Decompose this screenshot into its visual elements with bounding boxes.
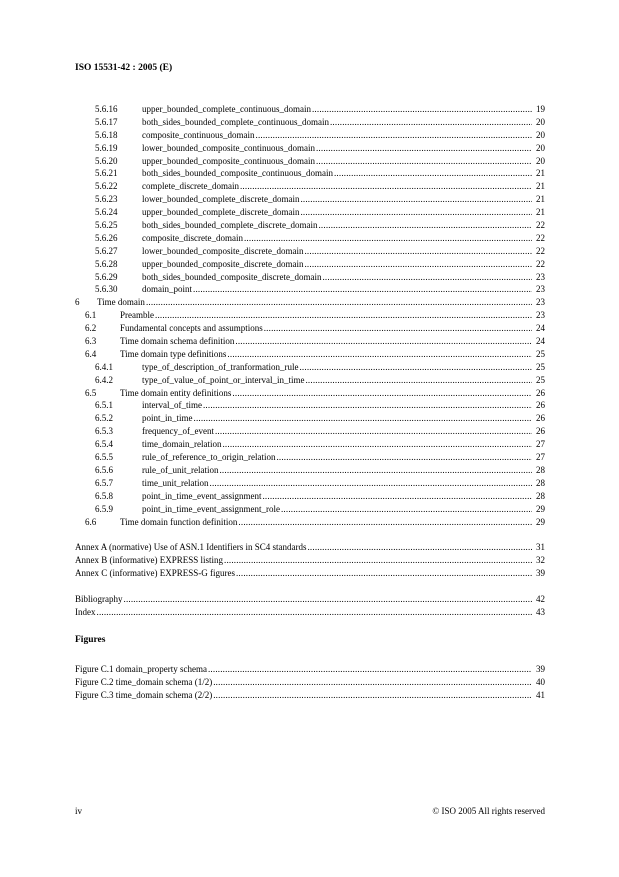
- toc-entry-number: 6.4.2: [95, 374, 113, 385]
- toc-entry-number: 5.6.26: [95, 232, 118, 243]
- dot-leader: [316, 155, 532, 168]
- dot-leader: [203, 399, 532, 412]
- toc-entry-title: Bibliography: [75, 594, 123, 605]
- toc-entry-title: upper_bounded_composite_continuous_domain: [142, 155, 315, 166]
- toc-entry-page: 32: [536, 555, 545, 566]
- toc-entry-number: 5.6.21: [95, 168, 118, 179]
- dot-leader: [213, 689, 532, 702]
- toc-entry[interactable]: [75, 503, 545, 516]
- toc-entry-number: 5.6.23: [95, 194, 118, 205]
- footer-page-number: iv: [75, 806, 83, 816]
- toc-entry[interactable]: [75, 103, 545, 116]
- toc-entry[interactable]: [75, 245, 545, 258]
- dot-leader: [219, 464, 532, 477]
- dot-leader: [193, 283, 532, 296]
- toc-entry-number: 6.4.1: [95, 361, 113, 372]
- toc-entry-page: 43: [536, 606, 545, 617]
- toc-entry-title: point_in_time: [142, 413, 193, 424]
- toc-entry[interactable]: [75, 271, 545, 284]
- toc-entry-number: 5.6.28: [95, 258, 118, 269]
- toc-entry[interactable]: [75, 425, 545, 438]
- toc-entry-page: 23: [536, 271, 545, 282]
- dot-leader: [224, 554, 532, 567]
- toc-entry-page: 20: [536, 129, 545, 140]
- toc-entry-title: frequency_of_event: [142, 426, 214, 437]
- toc-entry-number: 6.5.9: [95, 503, 113, 514]
- toc-entry-title: Time domain type definitions: [120, 348, 227, 359]
- table-of-contents: [75, 103, 545, 702]
- toc-entry-page: 26: [536, 426, 545, 437]
- toc-entry-title: rule_of_reference_to_origin_relation: [142, 452, 276, 463]
- toc-entry[interactable]: [75, 142, 545, 155]
- dot-leader: [256, 129, 533, 142]
- toc-entry-page: 22: [536, 245, 545, 256]
- toc-entry-number: 6.5.3: [95, 426, 113, 437]
- toc-entry-number: 6.5.8: [95, 490, 113, 501]
- figures-heading: Figures: [75, 634, 106, 645]
- toc-entry-page: 21: [536, 168, 545, 179]
- toc-entry-title: Preamble: [120, 310, 154, 321]
- toc-entry-number: 6.5.2: [95, 413, 113, 424]
- toc-entry-number: 5.6.20: [95, 155, 118, 166]
- toc-entry-number: 6: [75, 297, 80, 308]
- dot-leader: [227, 348, 532, 361]
- toc-entry-number: 6.2: [85, 323, 97, 334]
- toc-entry-number: 5.6.18: [95, 129, 118, 140]
- dot-leader: [299, 361, 532, 374]
- backmatter-entry[interactable]: [75, 593, 545, 606]
- dot-leader: [146, 296, 532, 309]
- toc-entry-title: Annex A (normative) Use of ASN.1 Identifiers in SC4 standards: [75, 542, 307, 553]
- toc-entry[interactable]: [75, 309, 545, 322]
- toc-entry-number: 5.6.29: [95, 271, 118, 282]
- toc-entry-title: Figure C.3 time_domain schema (2/2): [75, 689, 213, 700]
- toc-entry-number: 6.4: [85, 348, 97, 359]
- backmatter-entry[interactable]: [75, 606, 545, 619]
- toc-entry-number: 6.5.4: [95, 439, 113, 450]
- toc-entry[interactable]: [75, 451, 545, 464]
- toc-entry[interactable]: [75, 193, 545, 206]
- toc-entry-title: Time domain schema definition: [120, 336, 235, 347]
- toc-entry-title: point_in_time_event_assignment_role: [142, 503, 280, 514]
- dot-leader: [304, 245, 532, 258]
- toc-entry-number: 5.6.27: [95, 245, 118, 256]
- toc-entry[interactable]: [75, 464, 545, 477]
- toc-entry-page: 21: [536, 181, 545, 192]
- dot-leader: [155, 309, 532, 322]
- dot-leader: [235, 335, 532, 348]
- toc-entry-title: time_unit_relation: [142, 477, 209, 488]
- toc-entry-title: upper_bounded_composite_discrete_domain: [142, 258, 304, 269]
- toc-entry-page: 21: [536, 207, 545, 218]
- toc-entry[interactable]: [75, 361, 545, 374]
- toc-entry[interactable]: [75, 283, 545, 296]
- toc-entry[interactable]: [75, 387, 545, 400]
- figure-entry[interactable]: [75, 663, 545, 676]
- toc-entry-title: rule_of_unit_relation: [142, 464, 219, 475]
- toc-entry-page: 21: [536, 194, 545, 205]
- toc-entry-title: Time domain function definition: [120, 516, 238, 527]
- dot-leader: [236, 567, 532, 580]
- toc-entry-title: complete_discrete_domain: [142, 181, 239, 192]
- dot-leader: [210, 477, 533, 490]
- toc-entry[interactable]: [75, 438, 545, 451]
- toc-entry-title: upper_bounded_complete_discrete_domain: [142, 207, 300, 218]
- toc-entry[interactable]: [75, 490, 545, 503]
- dot-leader: [312, 103, 532, 116]
- toc-entry-number: 5.6.22: [95, 181, 118, 192]
- toc-entry-page: 27: [536, 452, 545, 463]
- toc-entry[interactable]: [75, 477, 545, 490]
- dot-leader: [97, 606, 533, 619]
- dot-leader: [307, 541, 532, 554]
- dot-leader: [316, 142, 532, 155]
- toc-entry-title: both_sides_bounded_complete_continuous_domain: [142, 116, 329, 127]
- toc-entry-number: 6.5.5: [95, 452, 113, 463]
- toc-entry-page: 25: [536, 374, 545, 385]
- toc-entry[interactable]: [75, 258, 545, 271]
- toc-entry-number: 6.3: [85, 336, 97, 347]
- toc-entry-page: 24: [536, 323, 545, 334]
- toc-entry-page: 31: [536, 542, 545, 553]
- figure-entry[interactable]: [75, 689, 545, 702]
- toc-entry-title: Time domain entity definitions: [120, 387, 232, 398]
- dot-leader: [238, 516, 532, 529]
- toc-entry-title: type_of_value_of_point_or_interval_in_time: [142, 374, 305, 385]
- dot-leader: [222, 438, 532, 451]
- toc-entry-title: lower_bounded_composite_continuous_domain: [142, 142, 315, 153]
- toc-entry[interactable]: [75, 322, 545, 335]
- toc-entry-page: 20: [536, 155, 545, 166]
- toc-entry-number: 5.6.17: [95, 116, 118, 127]
- toc-entry[interactable]: [75, 412, 545, 425]
- toc-entry-title: composite_discrete_domain: [142, 232, 243, 243]
- dot-leader: [240, 180, 532, 193]
- toc-entry-title: both_sides_bounded_composite_continuous_domain: [142, 168, 333, 179]
- toc-entry-page: 26: [536, 387, 545, 398]
- toc-entry-page: 20: [536, 142, 545, 153]
- dot-leader: [300, 206, 532, 219]
- toc-entry[interactable]: [75, 516, 545, 529]
- toc-entry-page: 39: [536, 663, 545, 674]
- toc-entry-title: type_of_description_of_tranformation_rule: [142, 361, 299, 372]
- toc-entry-page: 22: [536, 232, 545, 243]
- toc-entry-title: Figure C.2 time_domain schema (1/2): [75, 676, 213, 687]
- toc-entry-page: 20: [536, 116, 545, 127]
- toc-entry-page: 23: [536, 284, 545, 295]
- dot-leader: [330, 116, 532, 129]
- toc-entry-title: Annex C (informative) EXPRESS-G figures: [75, 568, 235, 579]
- toc-entry-number: 6.5: [85, 387, 97, 398]
- toc-entry-page: 28: [536, 464, 545, 475]
- toc-entry-page: 26: [536, 413, 545, 424]
- toc-entry-page: 27: [536, 439, 545, 450]
- toc-entry-number: 6.5.7: [95, 477, 113, 488]
- annex-entry[interactable]: [75, 567, 545, 580]
- toc-entry-page: 40: [536, 676, 545, 687]
- toc-entry[interactable]: [75, 167, 545, 180]
- dot-leader: [305, 374, 532, 387]
- toc-entry-number: 5.6.30: [95, 284, 118, 295]
- toc-entry-number: 6.1: [85, 310, 97, 321]
- dot-leader: [322, 271, 532, 284]
- toc-entry-page: 28: [536, 477, 545, 488]
- toc-entry-number: 5.6.16: [95, 104, 118, 114]
- toc-entry[interactable]: [75, 374, 545, 387]
- toc-entry-page: 42: [536, 594, 545, 605]
- toc-entry[interactable]: [75, 232, 545, 245]
- toc-entry-number: 5.6.24: [95, 207, 118, 218]
- toc-entry-page: 26: [536, 400, 545, 411]
- toc-entry-title: Annex B (informative) EXPRESS listing: [75, 555, 223, 566]
- footer-copyright: © ISO 2005 All rights reserved: [432, 806, 545, 816]
- toc-entry[interactable]: [75, 116, 545, 129]
- document-header: ISO 15531-42 : 2005 (E): [75, 63, 173, 73]
- toc-entry-title: time_domain_relation: [142, 439, 222, 450]
- toc-entry-title: Time domain: [97, 297, 145, 308]
- toc-entry-number: 6.5.1: [95, 400, 113, 411]
- dot-leader: [334, 167, 532, 180]
- toc-entry-number: 6.6: [85, 516, 97, 527]
- toc-entry-number: 5.6.25: [95, 220, 118, 231]
- toc-entry[interactable]: [75, 399, 545, 412]
- toc-entry-page: 39: [536, 568, 545, 579]
- toc-entry-page: 41: [536, 689, 545, 700]
- toc-entry[interactable]: [75, 335, 545, 348]
- dot-leader: [262, 490, 532, 503]
- toc-entry-title: both_sides_bounded_composite_discrete_domain: [142, 271, 322, 282]
- toc-entry-page: 29: [536, 503, 545, 514]
- toc-entry-title: Fundamental concepts and assumptions: [120, 323, 263, 334]
- dot-leader: [300, 193, 532, 206]
- toc-entry-page: 23: [536, 297, 545, 308]
- dot-leader: [244, 232, 532, 245]
- dot-leader: [276, 451, 532, 464]
- toc-entry-page: 24: [536, 336, 545, 347]
- toc-entry[interactable]: [75, 219, 545, 232]
- toc-entry[interactable]: [75, 129, 545, 142]
- toc-entry[interactable]: [75, 180, 545, 193]
- toc-entry-page: 23: [536, 310, 545, 321]
- dot-leader: [232, 387, 532, 400]
- dot-leader: [194, 412, 533, 425]
- toc-entry-title: point_in_time_event_assignment: [142, 490, 262, 501]
- toc-entry[interactable]: [75, 348, 545, 361]
- toc-entry-title: both_sides_bounded_complete_discrete_domain: [142, 220, 318, 231]
- toc-entry-title: domain_point: [142, 284, 192, 295]
- toc-entry[interactable]: [75, 155, 545, 168]
- toc-entry[interactable]: [75, 206, 545, 219]
- toc-entry-number: 5.6.19: [95, 142, 118, 153]
- dot-leader: [124, 593, 533, 606]
- dot-leader: [208, 663, 532, 676]
- toc-entry-title: lower_bounded_composite_discrete_domain: [142, 245, 304, 256]
- toc-entry-title: interval_of_time: [142, 400, 202, 411]
- annex-entry[interactable]: [75, 554, 545, 567]
- dot-leader: [304, 258, 532, 271]
- toc-entry-title: Figure C.1 domain_property schema: [75, 663, 207, 674]
- toc-entry-page: 25: [536, 348, 545, 359]
- toc-entry-number: 6.5.6: [95, 464, 113, 475]
- spacer: [75, 528, 545, 541]
- toc-entry-page: 22: [536, 220, 545, 231]
- dot-leader: [281, 503, 532, 516]
- dot-leader: [318, 219, 532, 232]
- toc-entry-page: 22: [536, 258, 545, 269]
- spacer: [75, 580, 545, 593]
- toc-entry-title: Index: [75, 606, 96, 617]
- annex-entry[interactable]: [75, 541, 545, 554]
- dot-leader: [264, 322, 532, 335]
- toc-entry-page: 28: [536, 490, 545, 501]
- toc-entry-title: lower_bounded_complete_discrete_domain: [142, 194, 300, 205]
- figure-entry[interactable]: [75, 676, 545, 689]
- toc-entry[interactable]: [75, 296, 545, 309]
- toc-entry-page: 19: [536, 104, 545, 114]
- toc-entry-title: composite_continuous_domain: [142, 129, 255, 140]
- dot-leader: [213, 676, 532, 689]
- dot-leader: [215, 425, 532, 438]
- toc-entry-title: upper_bounded_complete_continuous_domain: [142, 104, 311, 114]
- toc-entry-page: 25: [536, 361, 545, 372]
- toc-entry-page: 29: [536, 516, 545, 527]
